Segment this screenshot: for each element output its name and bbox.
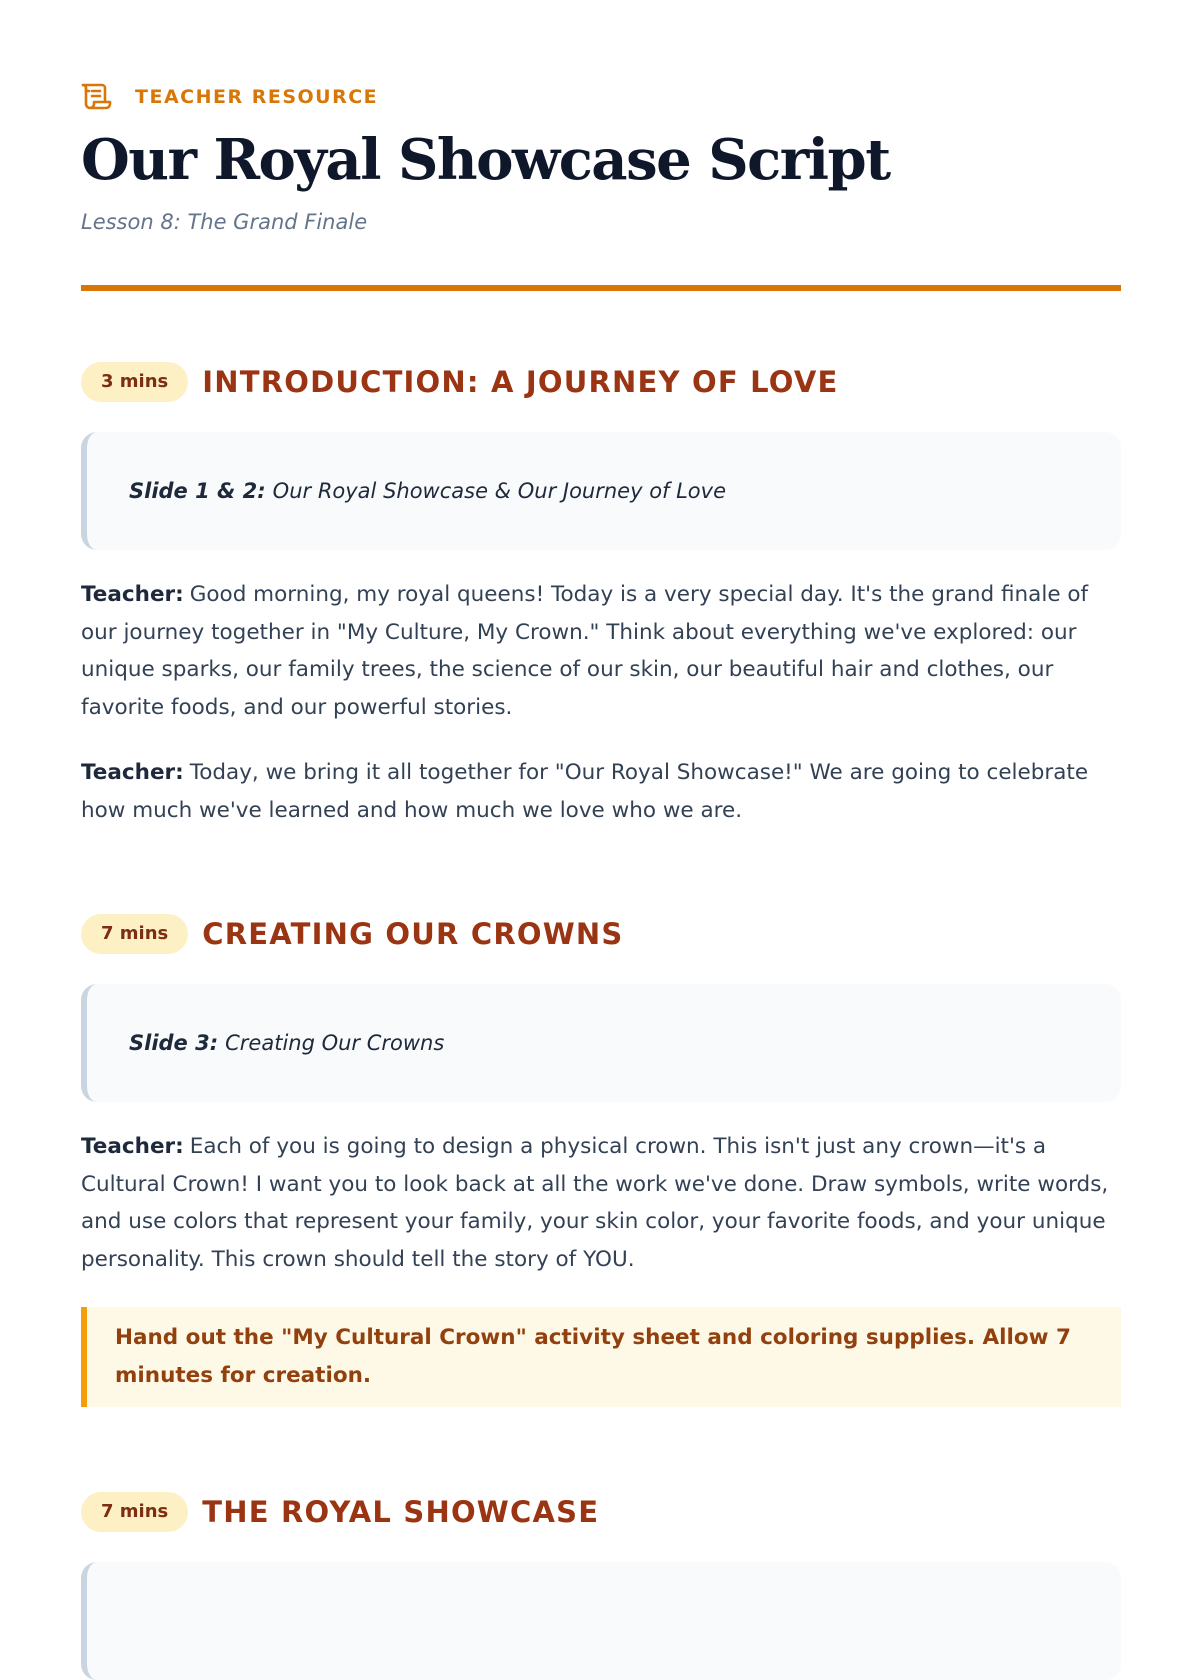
script-paragraph xyxy=(81,754,1121,829)
speaker-label: Teacher: xyxy=(81,582,184,607)
script-text: Each of you is going to design a physical crown. This isn't just any crown—it's a Cultural Crown! I want you to look back at all the work we've done. Draw symbols, write words, and use colors that represent your family, your skin color, your favorite foods, and your unique personality. This crown should tell the story of YOU. xyxy=(81,1134,1109,1272)
script-text: Today, we bring it all together for "Our Royal Showcase!" We are going to celebrate how much we've learned and how much we love who we are. xyxy=(81,760,1089,823)
slide-title: Creating Our Crowns xyxy=(225,1031,445,1055)
section-title: INTRODUCTION: A JOURNEY OF LOVE xyxy=(202,365,839,399)
script-text: Good morning, my royal queens! Today is a very special day. It's the grand finale of our journey together in "My Culture, My Crown." Think about everything we've explored: our unique sparks, our family trees, the science of our skin, our beautiful hair and clothes, our favorite foods, and our powerful stories. xyxy=(81,582,1089,720)
scroll-icon xyxy=(81,82,113,112)
slide-label: Slide 1 & 2: xyxy=(129,479,266,503)
slide-reference xyxy=(81,432,1121,550)
slide-reference xyxy=(81,984,1121,1102)
duration-badge: 7 mins xyxy=(81,914,188,954)
section-title: CREATING OUR CROWNS xyxy=(202,917,624,951)
section-header-creating-crowns xyxy=(81,914,623,954)
page-subtitle: Lesson 8: The Grand Finale xyxy=(81,210,368,234)
speaker-label: Teacher: xyxy=(81,1134,184,1159)
teacher-instruction-note: Hand out the "My Cultural Crown" activity sheet and coloring supplies. Allow 7 minutes for creation. xyxy=(81,1307,1121,1407)
header-divider xyxy=(81,285,1121,291)
section-title: THE ROYAL SHOWCASE xyxy=(202,1495,600,1529)
slide-label: Slide 3: xyxy=(129,1031,219,1055)
script-paragraph xyxy=(81,576,1121,726)
slide-title: Our Royal Showcase & Our Journey of Love xyxy=(272,479,727,503)
page-title: Our Royal Showcase Script xyxy=(81,127,890,193)
eyebrow-label: TEACHER RESOURCE xyxy=(135,86,379,108)
duration-badge: 7 mins xyxy=(81,1492,188,1532)
section-header-introduction xyxy=(81,362,839,402)
eyebrow xyxy=(81,82,378,112)
speaker-label: Teacher: xyxy=(81,760,184,785)
section-header-royal-showcase xyxy=(81,1492,599,1532)
script-paragraph xyxy=(81,1128,1121,1278)
slide-reference xyxy=(81,1562,1121,1680)
duration-badge: 3 mins xyxy=(81,362,188,402)
